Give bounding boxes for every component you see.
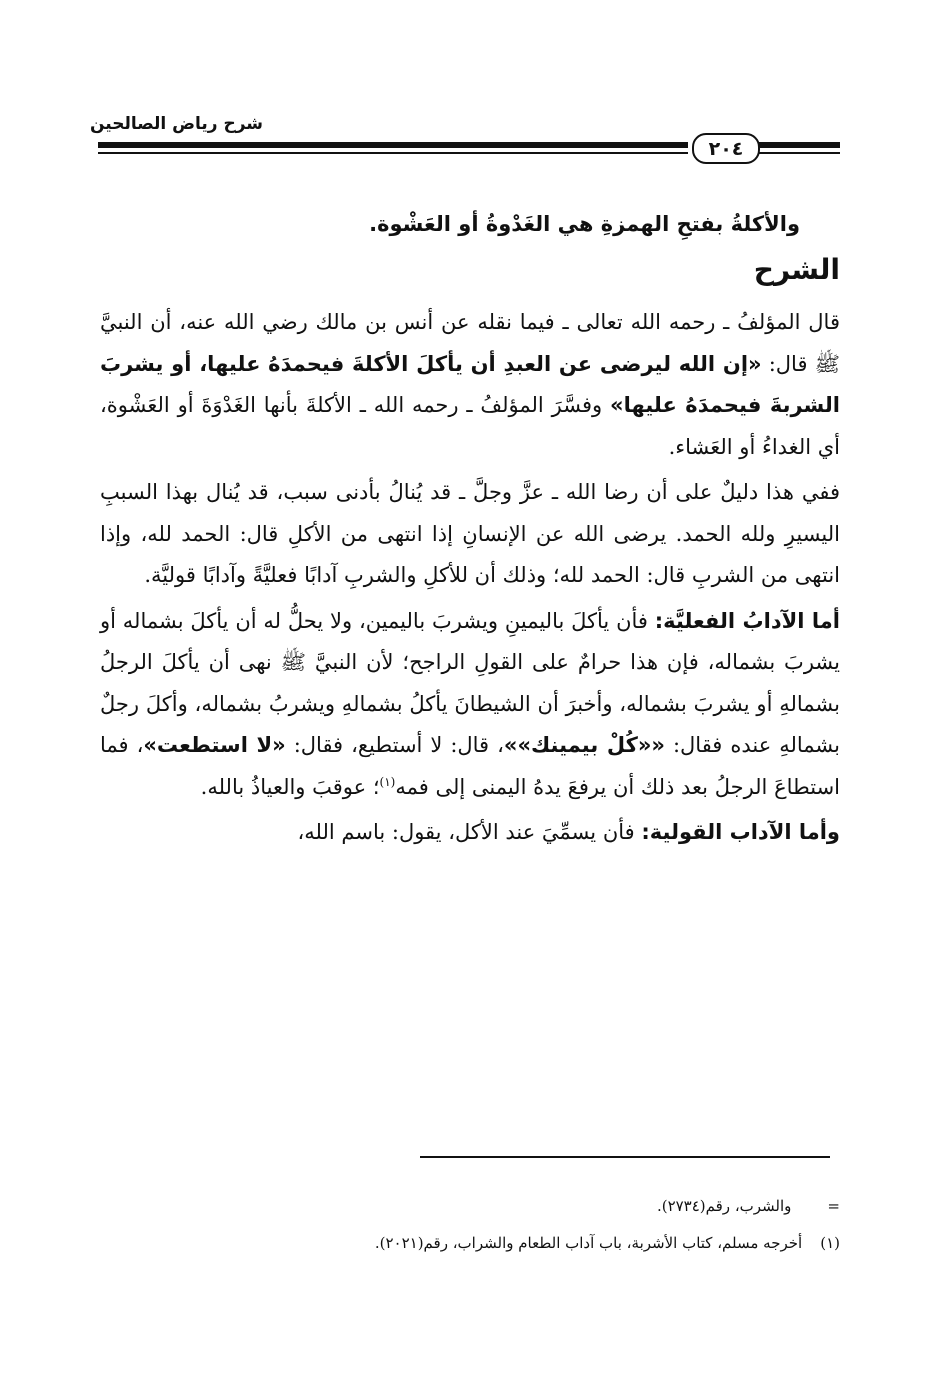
paragraph-1 [100, 302, 840, 468]
p3-text-b: ، قال: لا أستطيع، فقال: [285, 733, 504, 757]
p3-text-a: فأن يأكلَ باليمينِ ويشربَ باليمين، ولا يحلُّ له أن يأكلَ بشماله أو يشربَ بشماله، فإن هذا حرامٌ على القولِ الراجح؛ لأن النبيَّ ﷺ نهى أن يأكلَ الرجلُ بشمالهِ أو يشربَ بشماله، وأخبرَ أن الشيطانَ يأكلُ بشمالهِ ويشربُ بشماله، وأكلَ رجلٌ بشمالهِ عنده فقال: [100, 608, 840, 757]
p1-text-b: وفسَّرَ المؤلفُ ـ رحمه الله ـ الأكلةَ بأنها الغَدْوَةَ أو العَشْوة، أي الغداءُ أو العَشاء. [100, 393, 840, 459]
footnote-ref-1[interactable]: (١) [379, 774, 396, 789]
footnote-separator [420, 1156, 830, 1158]
p3-quote-1: ««كُلْ بيمينك»» [503, 733, 665, 757]
paragraph-2: ففي هذا دليلٌ على أن رضا الله ـ عزَّ وجلَّ ـ قد يُنالُ بأدنى سبب، قد يُنال بهذا السببِ اليسيرِ ولله الحمد. يرضى الله عن الإنسانِ إذا انتهى من الأكلِ قال: الحمد لله، وإذا انتهى من الشربِ قال: الحمد لله؛ وذلك أن للأكلِ والشربِ آدابًا فعليَّةً وآدابًا قوليَّة. [100, 480, 840, 587]
paragraph-4 [100, 812, 840, 854]
page-number [692, 133, 760, 164]
continuation-mark: = [827, 1197, 840, 1215]
p3-text-d: ؛ عوقبَ والعياذُ بالله. [200, 774, 380, 799]
paragraph-3 [100, 601, 840, 809]
p3-lead: أما الآدابُ الفعليَّة: [654, 608, 840, 633]
p3-text-c: ، فما استطاعَ الرجلُ بعد ذلك أن يرفعَ يدهُ اليمنى إلى فمه [100, 733, 840, 799]
footnote-continuation [420, 1195, 840, 1217]
footnote-1-number: (١) [820, 1234, 840, 1252]
continuation-text: والشرب، رقم(٢٧٣٤). [656, 1197, 792, 1215]
header-rule-thin-right [758, 152, 840, 154]
p4-lead: وأما الآداب القولية: [641, 820, 840, 844]
running-title: شرح رياض الصالحين [90, 114, 264, 134]
p4-text-a: فأن يسمِّيَ عند الأكل، يقول: باسم الله، [297, 820, 642, 844]
header-rule-thick-left [98, 142, 688, 148]
p1-hadith: «إن الله ليرضى عن العبدِ أن يأكلَ الأكلةَ فيحمدَهُ عليها، أو يشربَ الشربةَ فيحمدَهُ عليها» [100, 351, 840, 417]
p3-quote-2: «لا استطعت» [143, 733, 286, 757]
footnote-1 [200, 1232, 840, 1254]
section-heading: الشرح [753, 253, 840, 286]
page-number-text: ٢٠٤ [708, 137, 744, 160]
header-rule-thick-right [758, 142, 840, 148]
intro-line: والأكلةُ بفتحِ الهمزةِ هي الغَدْوةُ أو العَشْوة. [369, 212, 800, 236]
main-text [100, 202, 840, 858]
footnote-1-text: أخرجه مسلم، كتاب الأشربة، باب آداب الطعام والشراب، رقم(٢٠٢١). [374, 1234, 803, 1252]
p1-text-a: قال المؤلفُ ـ رحمه الله تعالى ـ فيما نقله عن أنس بن مالك رضي الله عنه، أن النبيَّ ﷺ قال: [100, 310, 840, 376]
header-rule-thin-left [98, 152, 688, 154]
